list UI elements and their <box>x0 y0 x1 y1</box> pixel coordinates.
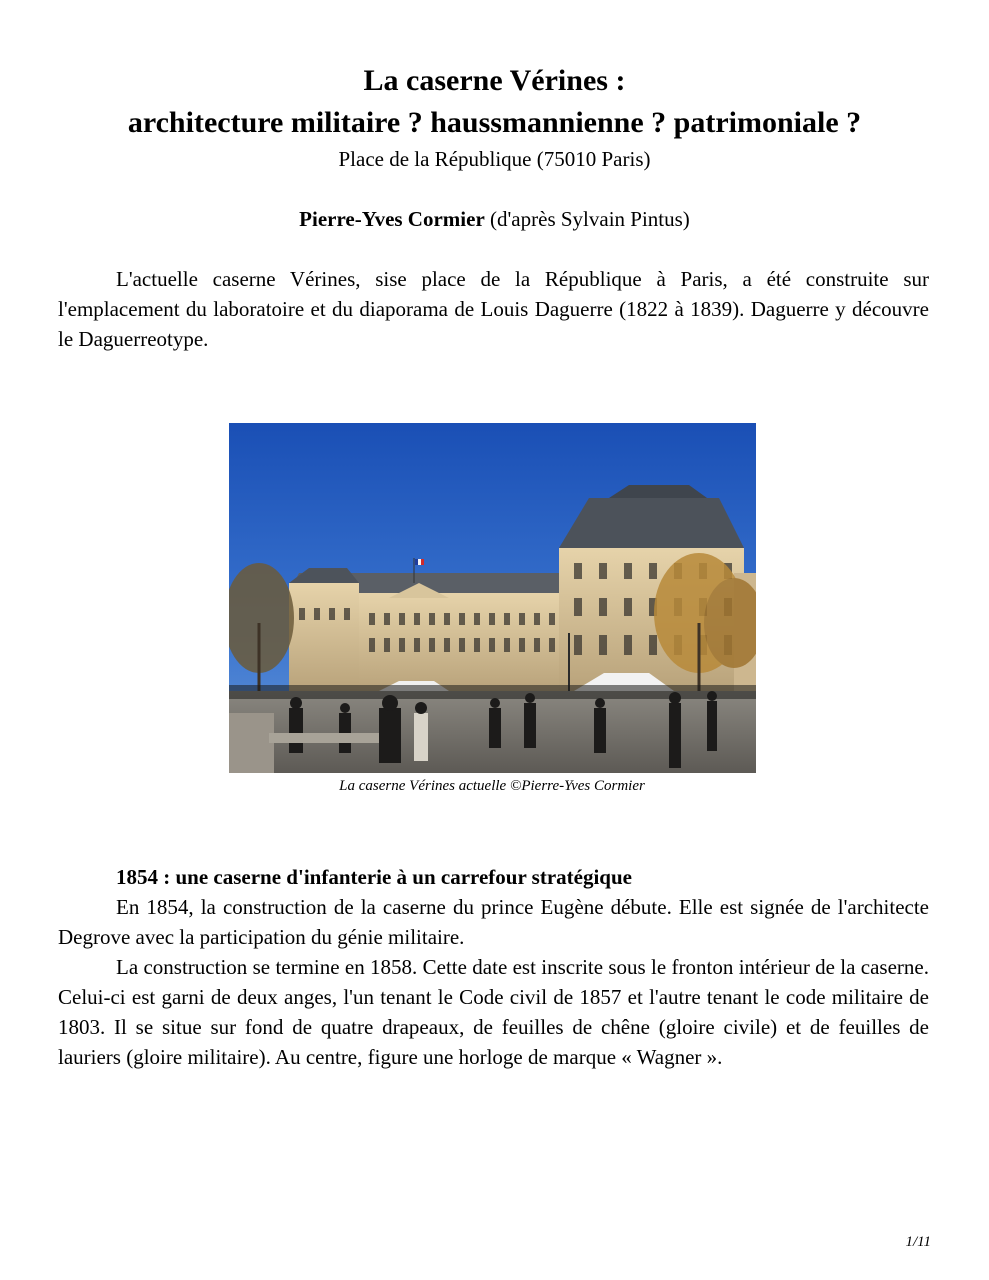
author-credit: (d'après Sylvain Pintus) <box>484 207 690 231</box>
section-paragraph-1: En 1854, la construction de la caserne du prince Eugène débute. Elle est signée de l'architecte Degrove avec la participation du génie militaire. <box>58 895 929 949</box>
author-line <box>0 204 989 234</box>
section-paragraph-2: La construction se termine en 1858. Cette date est inscrite sous le fronton intérieur de la caserne. Celui-ci est garni de deux anges, l'un tenant le Code civil de 1857 et l'autre tenant le code militaire de 1803. Il se situe sur fond de quatre drapeaux, de feuilles de chêne (gloire civile) et de feuilles de lauriers (gloire militaire). Au centre, figure une horloge de marque « Wagner ». <box>58 955 929 1069</box>
page-subtitle: Place de la République (75010 Paris) <box>338 147 651 171</box>
page-title-line-2: architecture militaire ? haussmannienne ? patrimoniale ? <box>127 106 862 139</box>
intro-paragraph: L'actuelle caserne Vérines, sise place de la République à Paris, a été construite sur l'emplacement du laboratoire et du diaporama de Louis Daguerre (1822 à 1839). Daguerre y découvre le Daguerreotype. <box>58 267 929 351</box>
page-title-line-1: La caserne Vérines : <box>363 64 626 97</box>
section-heading: 1854 : une caserne d'infanterie à un carrefour stratégique <box>116 865 632 889</box>
page-number: 1/11 <box>905 1234 931 1250</box>
barracks-photo <box>229 423 756 773</box>
title-block <box>0 60 989 174</box>
author-name: Pierre-Yves Cormier <box>299 207 485 231</box>
photo-caption: La caserne Vérines actuelle ©Pierre-Yves Cormier <box>339 778 645 794</box>
